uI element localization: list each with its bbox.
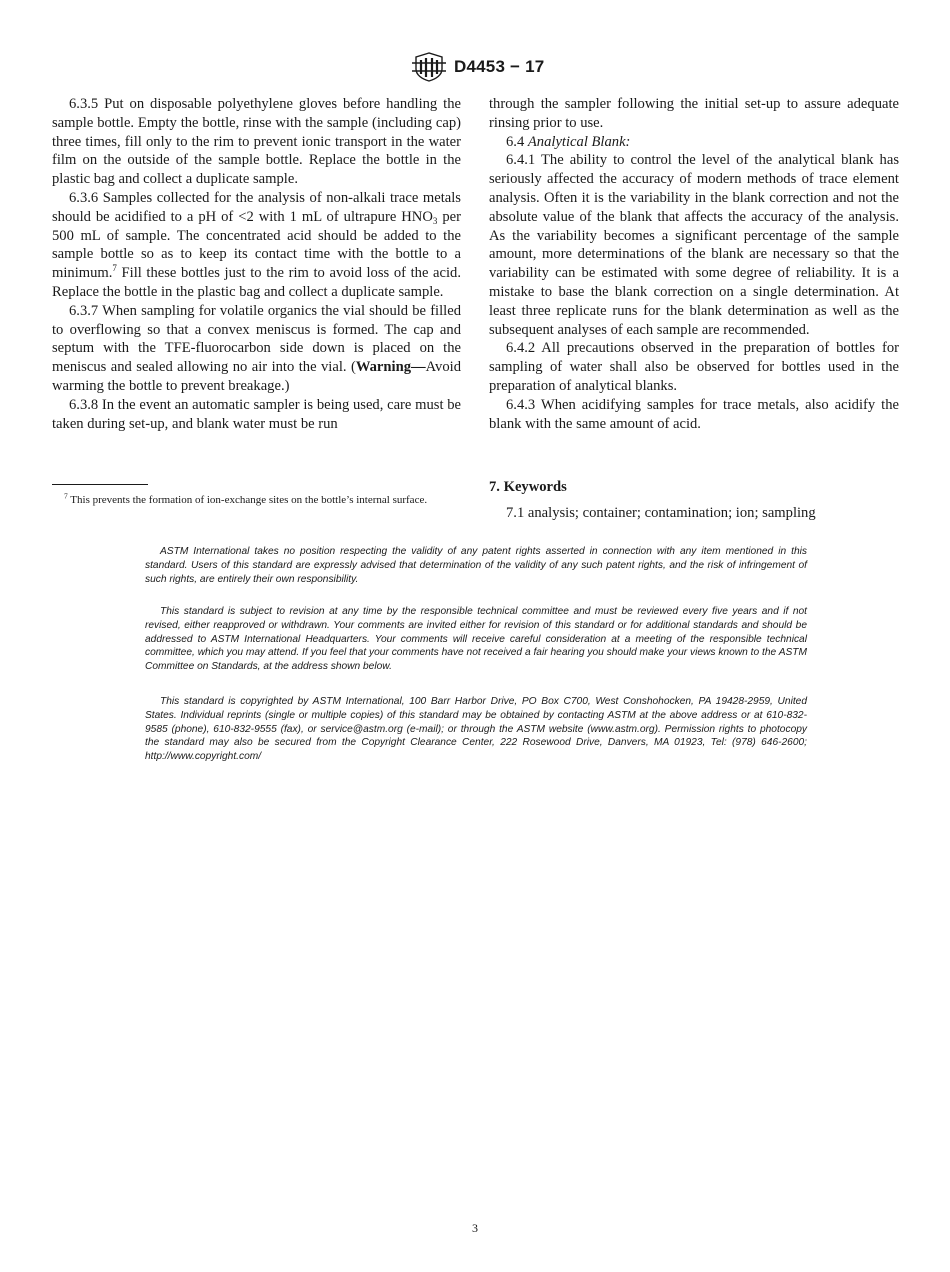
paragraph-6-4-2: 6.4.2 All precautions observed in the preparation of bottles for sampling of water shall also be observed for bottles used in the preparation of analytical blanks. — [489, 340, 899, 394]
paragraph-6-3-5: 6.3.5 Put on disposable polyethylene gloves before handling the sample bottle. Empty the bottle, rinse with the sample (including cap) three times, fill only to the rim to prevent ionic transport in the water film on the outside of the sample bottle. Replace the bottle in the plastic bag and collect a duplicate sample. — [52, 96, 461, 188]
copyright-notice: This standard is copyrighted by ASTM International, 100 Barr Harbor Drive, PO Box C700, West Conshohocken, PA 19428-2959, United States. Individual reprints (single or multiple copies) of this standard may be obtained by contacting ASTM at the above address or at 610-832-9585 (phone), 610-832-9555 (fax), or service@astm.org (e-mail); or through the ASTM website (www.astm.org). Permission rights to photocopy the standard may also be secured from the Copyright Clearance Center, 222 Rosewood Drive, Danvers, MA 01923, Tel: (978) 646-2600; http://www.copyright.com/ — [145, 696, 807, 763]
keywords-text: 7.1 analysis; container; contamination; ion; sampling — [506, 505, 816, 521]
astm-logo-icon — [410, 52, 448, 82]
warning-label: Warning— — [355, 359, 426, 376]
page-number: 3 — [472, 1221, 478, 1235]
left-column — [52, 95, 461, 433]
footnote-divider — [52, 484, 148, 485]
patent-notice: ASTM International takes no position respecting the validity of any patent rights asserted in connection with any item mentioned in this standard. Users of this standard are expressly advised that determination of the validity of any such patent rights, and the risk of infringement of such rights, are entirely their own responsibility. — [145, 546, 807, 585]
paragraph-6-3-8: 6.3.8 In the event an automatic sampler is being used, care must be taken during set-up, and blank water must be run — [52, 396, 461, 432]
paragraph-6-3-6: 6.3.6 Samples collected for the analysis of non-alkali trace metals should be acidified to a pH of <2 with 1 mL of ultrapure $HNO_3$ per 500 mL of sample. The concentrated acid should be added to the sample bottle so as to keep its contact time with the bottle to a minimum.$^7$ Fill these bottles just to the rim to avoid loss of the acid. Replace the bottle in the plastic bag and collect a duplicate sample. — [52, 189, 461, 300]
standard-designation: D4453 − 17 — [454, 57, 545, 76]
section-6-4-heading: 6.4 Analytical Blank: — [506, 133, 631, 150]
keywords-heading: 7. Keywords — [489, 479, 567, 495]
right-column — [489, 95, 899, 433]
paragraph-6-4-3: 6.4.3 When acidifying samples for trace metals, also acidify the blank with the same amount of acid. — [489, 396, 899, 432]
paragraph-6-3-8-continued: through the sampler following the initial set-up to assure adequate rinsing prior to use. — [489, 96, 899, 131]
revision-notice: This standard is subject to revision at any time by the responsible technical committee and must be reviewed every five years and if not revised, either reapproved or withdrawn. Your comments are invited either for revision of this standard or for additional standards and should be addressed to ASTM International Headquarters. Your comments will receive careful consideration at a meeting of the responsible technical committee, which you may attend. If you feel that your comments have not received a fair hearing you should make your views known to the ASTM Committee on Standards, at the address shown below. — [145, 606, 807, 673]
page-header — [0, 52, 950, 84]
paragraph-6-4-1: 6.4.1 The ability to control the level of the analytical blank has seriously affected the accuracy of modern methods of trace element analysis. Often it is the variability in the blank correction and not the absolute value of the blank that affects the accuracy of the analysis. As the variability becomes a significant percentage of the sample amount, more determinations of the blank are necessary so that the variability can be estimated with some degree of reliability. It is a mistake to base the blank correction on a single determination. At least three replicate runs for the blank determination as well as the subsequent analyses of each sample are recommended. — [489, 152, 899, 338]
subscript-3: 3 — [432, 215, 438, 226]
footnote-ref-7[interactable]: 7 — [112, 263, 117, 274]
paragraph-6-3-7: 6.3.7 When sampling for volatile organics the vial should be filled to overflowing so that a convex meniscus is formed. The cap and septum with the TFE-fluorocarbon side down is placed on the meniscus and sealed allowing no air into the vial. (Warning—Avoid warming the bottle to prevent breakage.) — [52, 302, 461, 394]
footnote-7: $^7$ This prevents the formation of ion-exchange sites on the bottle’s internal surface. — [64, 491, 428, 506]
